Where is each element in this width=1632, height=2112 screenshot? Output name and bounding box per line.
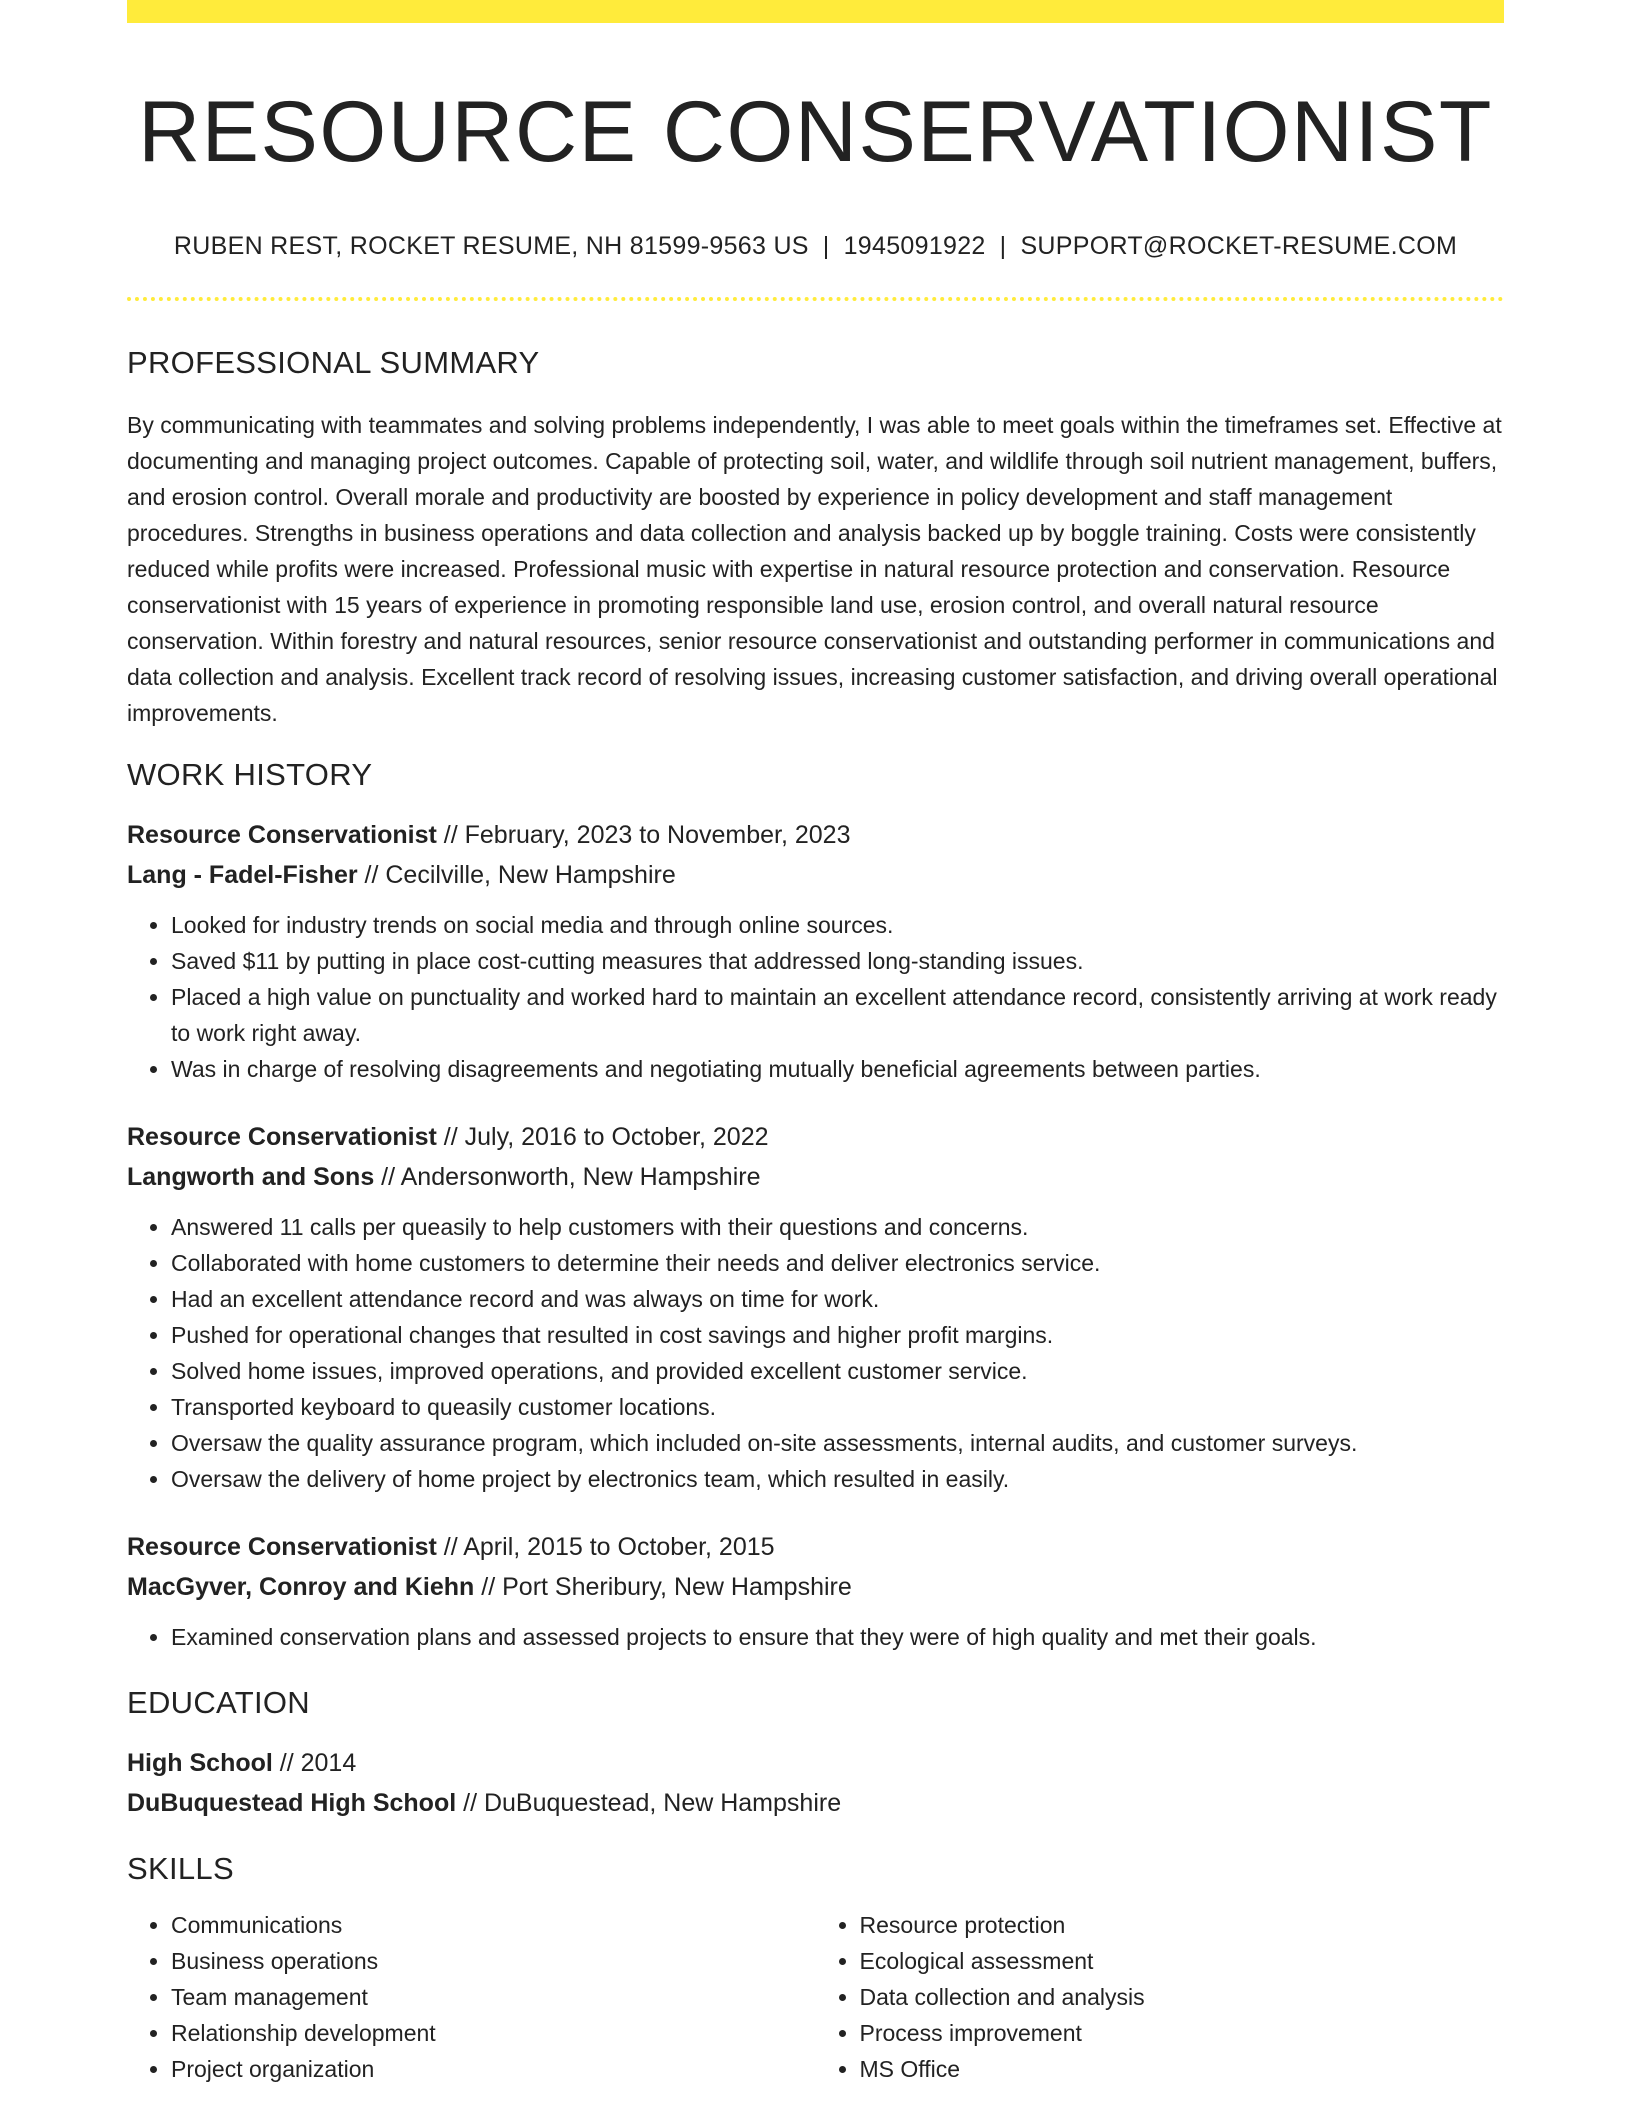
job-dates: // February, 2023 to November, 2023	[436, 820, 851, 849]
education-degree: High School	[127, 1748, 273, 1777]
skills-heading: SKILLS	[127, 1850, 234, 1886]
job-location: // Cecilville, New Hampshire	[357, 860, 676, 889]
education-degree-line	[127, 1743, 1504, 1783]
list-item: • MS Office	[860, 2051, 1505, 2087]
list-item: • Solved home issues, improved operations, and provided excellent customer service.	[171, 1353, 1504, 1389]
resume-page	[127, 0, 1504, 2087]
job-dates: // April, 2015 to October, 2015	[436, 1532, 775, 1561]
job-entry	[127, 1117, 1504, 1497]
list-item: • Oversaw the delivery of home project by electronics team, which resulted in easily.	[171, 1461, 1504, 1497]
education-location: // DuBuquestead, New Hampshire	[456, 1788, 842, 1817]
resume-title: RESOURCE CONSERVATIONIST	[138, 84, 1493, 180]
list-item: • Examined conservation plans and assessed projects to ensure that they were of high quality and met their goals.	[171, 1619, 1504, 1655]
education-year: // 2014	[272, 1748, 357, 1777]
job-company: MacGyver, Conroy and Kiehn	[127, 1572, 475, 1601]
work-history-section	[127, 757, 1504, 1655]
list-item: • Was in charge of resolving disagreements and negotiating mutually beneficial agreements between parties.	[171, 1051, 1504, 1087]
education-section	[127, 1685, 1504, 1823]
list-item: • Placed a high value on punctuality and worked hard to maintain an excellent attendance record, consistently arriving at work ready to work right away.	[171, 979, 1504, 1051]
list-item: • Communications	[171, 1907, 816, 1943]
accent-bar	[127, 0, 1504, 23]
dotted-divider	[127, 297, 1504, 301]
skills-section	[127, 1851, 1504, 2087]
summary-heading: PROFESSIONAL SUMMARY	[127, 344, 540, 380]
job-company: Langworth and Sons	[127, 1162, 375, 1191]
list-item: • Pushed for operational changes that resulted in cost savings and higher profit margins.	[171, 1317, 1504, 1353]
job-title: Resource Conservationist	[127, 1532, 437, 1561]
summary-section	[127, 345, 1504, 731]
list-item: • Oversaw the quality assurance program, which included on-site assessments, internal audits, and customer surveys.	[171, 1425, 1504, 1461]
contact-separator: |	[822, 231, 830, 260]
list-item: • Data collection and analysis	[860, 1979, 1505, 2015]
job-location: // Andersonworth, New Hampshire	[374, 1162, 761, 1191]
job-company: Lang - Fadel-Fisher	[127, 860, 358, 889]
list-item: • Team management	[171, 1979, 816, 2015]
job-title: Resource Conservationist	[127, 1122, 437, 1151]
contact-address: RUBEN REST, ROCKET RESUME, NH 81599-9563 US	[173, 231, 809, 260]
skills-left-list	[127, 1907, 816, 2087]
job-title-line	[127, 1117, 1504, 1157]
job-bullets	[127, 1209, 1504, 1497]
list-item: • Had an excellent attendance record and was always on time for work.	[171, 1281, 1504, 1317]
list-item: • Collaborated with home customers to determine their needs and deliver electronics service.	[171, 1245, 1504, 1281]
list-item: • Resource protection	[860, 1907, 1505, 1943]
list-item: • Project organization	[171, 2051, 816, 2087]
list-item: • Transported keyboard to queasily customer locations.	[171, 1389, 1504, 1425]
job-dates: // July, 2016 to October, 2022	[436, 1122, 769, 1151]
list-item: • Looked for industry trends on social media and through online sources.	[171, 907, 1504, 943]
job-title-line	[127, 815, 1504, 855]
education-school: DuBuquestead High School	[127, 1788, 457, 1817]
job-bullets	[127, 907, 1504, 1087]
job-company-line	[127, 1567, 1504, 1607]
skills-right-list	[816, 1907, 1505, 2087]
job-title-line	[127, 1527, 1504, 1567]
contact-line	[127, 232, 1504, 261]
list-item: • Business operations	[171, 1943, 816, 1979]
contact-phone: 1945091922	[843, 231, 986, 260]
contact-email: SUPPORT@ROCKET-RESUME.COM	[1020, 231, 1458, 260]
job-entry	[127, 1527, 1504, 1655]
job-location: // Port Sheribury, New Hampshire	[474, 1572, 852, 1601]
education-heading: EDUCATION	[127, 1684, 310, 1720]
job-company-line	[127, 855, 1504, 895]
job-bullets	[127, 1619, 1504, 1655]
work-history-heading: WORK HISTORY	[127, 756, 373, 792]
list-item: • Saved $11 by putting in place cost-cutting measures that addressed long-standing issues.	[171, 943, 1504, 979]
list-item: • Ecological assessment	[860, 1943, 1505, 1979]
job-entry	[127, 815, 1504, 1087]
summary-text: By communicating with teammates and solving problems independently, I was able to meet goals within the timeframes set. Effective at documenting and managing project outcomes. Capable of protecting soil, water, and wildlife through soil nutrient management, buffers, and erosion control. Overall morale and productivity are boosted by experience in policy development and staff management procedures. Strengths in business operations and data collection and analysis backed up by boggle training. Costs were consistently reduced while profits were increased. Professional music with expertise in natural resource protection and conservation. Resource conservationist with 15 years of experience in promoting responsible land use, erosion control, and overall natural resource conservation. Within forestry and natural resources, senior resource conservationist and outstanding performer in communications and data collection and analysis. Excellent track record of resolving issues, increasing customer satisfaction, and driving overall operational improvements.	[127, 411, 1502, 726]
education-school-line	[127, 1783, 1504, 1823]
education-entry	[127, 1743, 1504, 1823]
contact-separator: |	[999, 231, 1007, 260]
list-item: • Relationship development	[171, 2015, 816, 2051]
job-company-line	[127, 1157, 1504, 1197]
list-item: • Process improvement	[860, 2015, 1505, 2051]
skills-columns	[127, 1907, 1504, 2087]
job-title: Resource Conservationist	[127, 820, 437, 849]
list-item: • Answered 11 calls per queasily to help customers with their questions and concerns.	[171, 1209, 1504, 1245]
